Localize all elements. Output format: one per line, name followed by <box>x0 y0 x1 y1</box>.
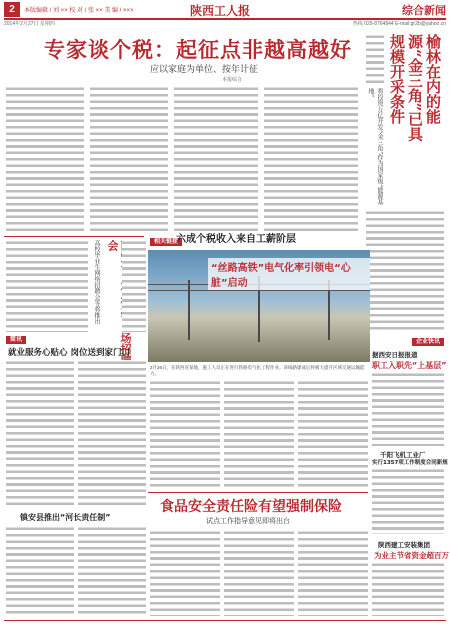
policy-headline: 六成个税收入来自工薪阶层 <box>176 234 296 245</box>
policy-column-1 <box>150 246 151 247</box>
lead-column-3 <box>174 86 258 234</box>
lead-column-2 <box>90 86 168 234</box>
left-bottom-column-3 <box>6 526 74 616</box>
left-bottom-headline: 就业服务心贴心 岗位送到家门口 <box>8 348 130 358</box>
lead-byline: 本报综合 <box>222 77 243 83</box>
photo-body-column-1 <box>150 380 220 490</box>
photo-body-column-3 <box>298 380 368 490</box>
lead-column-1 <box>6 86 84 234</box>
briefs-column-1 <box>372 372 444 446</box>
briefs-headline-2: 职工入职先“上基层” <box>372 361 447 370</box>
masthead-subline <box>4 20 446 28</box>
editor-line: 本版编辑 / 刘 ×× 校 对 / 张 ×× 美 编 / ××× <box>24 8 134 14</box>
food-column-1 <box>150 530 220 616</box>
hotline: 热线 029-8764844 E-mail:gr2b@yahoo.cn <box>352 21 446 27</box>
food-column-3 <box>298 530 368 616</box>
divider-lower <box>148 492 368 493</box>
left-bottom-column-2 <box>78 360 146 506</box>
related-tag: 相关链接 <box>150 238 182 246</box>
briefs-headline-5: 陕西建工安装集团 <box>378 541 430 549</box>
lead-subhead: 应以家庭为单位、按年计征 <box>150 65 259 75</box>
right-story-column-top <box>366 34 384 84</box>
food-subhead: 试点工作指导意见即将出台 <box>206 517 290 525</box>
masthead <box>4 2 446 20</box>
left-bottom-small-headline: 镇安县推出“河长责任制” <box>20 513 111 522</box>
jobfair-sub: 高校毕业生网络招聘会等将推出 <box>93 240 100 324</box>
right-story-headline: 榆林在内的能源“金三角”已具规模开采条件 <box>388 34 442 142</box>
issue-date: 2014年2月27日 星期四 <box>4 21 55 27</box>
railway-photo <box>148 250 370 362</box>
food-column-2 <box>224 530 294 616</box>
briefs-headline-3: 千阳飞机工业厂 <box>380 451 426 459</box>
left-bottom-column-1 <box>6 360 74 506</box>
briefs-headline-4: 实行1357项工作制度合同新规 <box>372 460 448 466</box>
right-story-column <box>366 210 444 330</box>
briefs-headline-1: 据西安日报报道 <box>372 351 418 359</box>
brief-tag: 简讯 <box>6 336 26 344</box>
jobfair-headline: 办17场招聘会 <box>106 240 132 366</box>
food-headline: 食品安全责任险有望强制保险 <box>160 499 342 515</box>
left-bottom-column-4 <box>78 526 146 616</box>
lead-column-4 <box>264 86 358 234</box>
jobfair-column-2 <box>122 240 146 332</box>
photo-caption: 2月26日，在陕西省某地，施工人员正在进行铁路电气化工程作业。该线路建成后将极大提升区域交通运输能力。 <box>150 365 365 376</box>
briefs-column-2 <box>372 468 444 534</box>
footer-rule <box>4 620 446 621</box>
section-title: 综合新闻 <box>402 4 446 17</box>
photo-title: “丝路高铁”电气化率引领电“心脏”启动 <box>208 258 370 290</box>
newspaper-logo: 陕西工人报 <box>190 4 251 18</box>
page-number: 2 <box>4 2 20 17</box>
jobfair-column <box>6 240 88 332</box>
briefs-tag: 企业快讯 <box>412 338 444 346</box>
lead-headline: 专家谈个税：起征点非越高越好 <box>44 38 352 62</box>
divider-mid <box>4 236 144 237</box>
photo-body-column-2 <box>224 380 294 490</box>
briefs-headline-6: 为业主节省资金超百万 <box>374 551 449 560</box>
right-story-subhead: 将投资万亿开发“金三角”作为国家级“能源基地” <box>367 88 383 206</box>
briefs-column-3 <box>372 562 444 616</box>
